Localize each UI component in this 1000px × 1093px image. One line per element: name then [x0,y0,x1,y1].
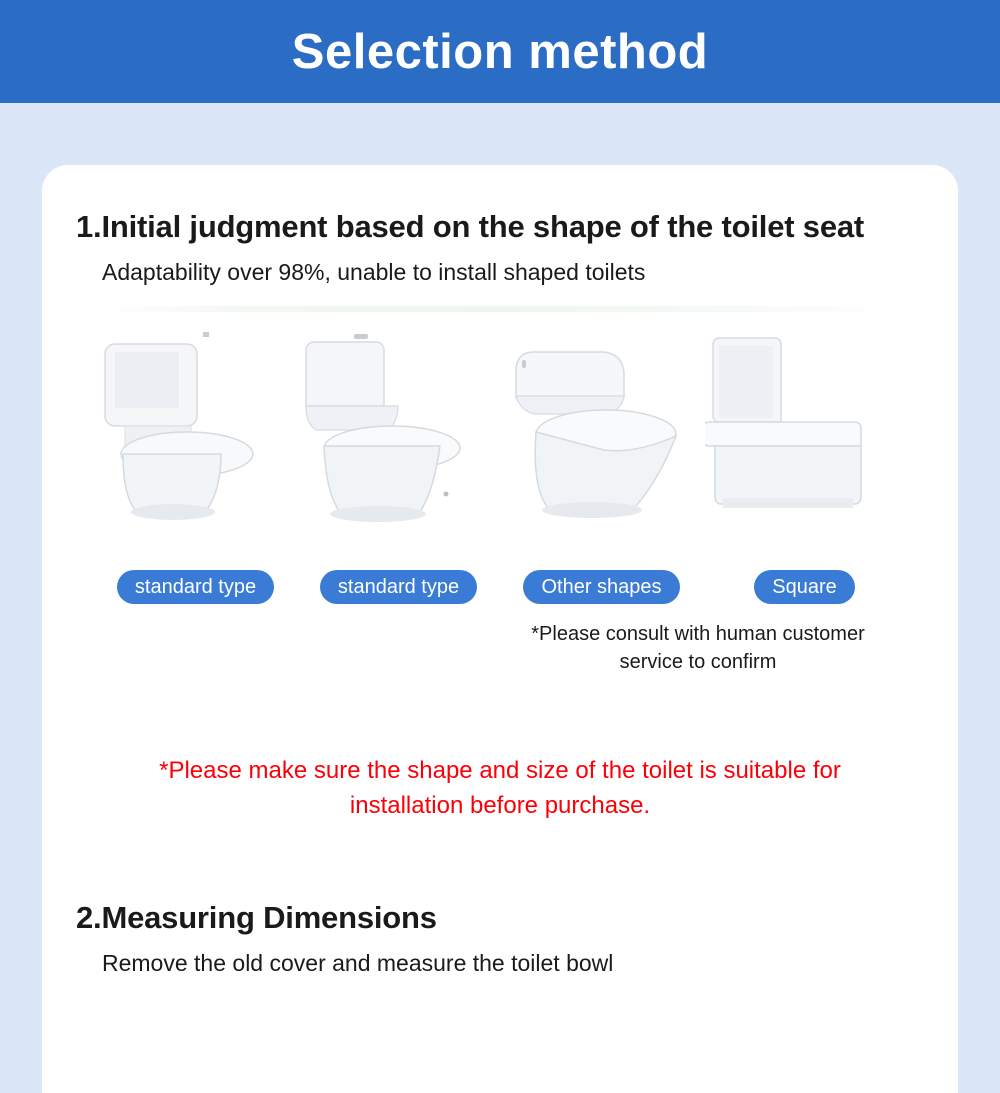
section-2-title: 2.Measuring Dimensions [76,899,437,935]
toilet-label-cell-2 [297,570,500,604]
toilet-image-2 [296,326,501,556]
section-2 [76,900,924,977]
page-body [0,103,1000,1093]
toilet-label-row [76,570,924,604]
toilet-type-badge-4[interactable]: Square [754,570,855,604]
image-strip-divider [94,306,906,312]
purchase-warning: *Please make sure the shape and size of the toilet is suitable for installation before purchase. [159,757,841,819]
toilet-type-badge-2[interactable]: standard type [320,570,477,604]
page-header [0,0,1000,103]
consult-note: *Please consult with human customer service to confirm [531,623,865,673]
toilet-image-row [76,326,924,556]
toilet-label-cell-1 [94,570,297,604]
section-2-subtitle: Remove the old cover and measure the toilet bowl [102,949,614,976]
toilet-skirted-icon [502,326,702,541]
toilet-two-piece-icon [95,326,295,541]
toilet-image-4 [704,326,906,556]
toilet-label-cell-4 [703,570,906,604]
content-card [42,165,958,1093]
section-1-subtitle: Adaptability over 98%, unable to install shaped toilets [102,259,646,285]
toilet-square-icon [705,326,905,541]
toilet-image-1 [94,326,296,556]
toilet-one-piece-icon [296,326,501,541]
section-1-title: 1.Initial judgment based on the shape of the toilet seat [76,209,865,244]
toilet-type-badge-3[interactable]: Other shapes [523,570,679,604]
consult-note-row [76,620,924,676]
toilet-image-3 [501,326,703,556]
page-title: Selection method [291,24,709,79]
toilet-label-cell-3 [500,570,703,604]
toilet-type-badge-1[interactable]: standard type [117,570,274,604]
